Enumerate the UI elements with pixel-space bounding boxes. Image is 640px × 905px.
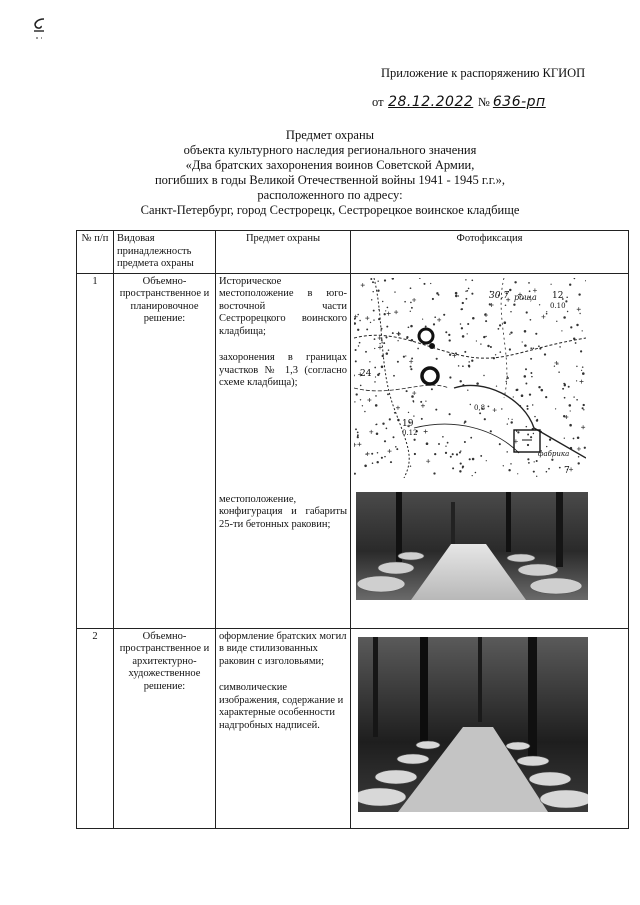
header-num: № п/п (77, 231, 114, 274)
handwritten-date: 28.12.2022 (388, 94, 474, 110)
map-label: 24 (360, 368, 372, 379)
heading-line-3: «Два братских захоронения воинов Советской Армии, (185, 158, 475, 172)
protection-subject-table (76, 230, 629, 829)
cemetery-map-image (354, 278, 586, 478)
table-header-row (77, 231, 629, 274)
row-1-type: Объемно-пространственное и планировочное решение: (114, 273, 216, 628)
map-label: 0.12 (402, 428, 418, 437)
handwritten-corner-mark (30, 16, 48, 42)
row-1-photos (351, 273, 629, 628)
annex-label: Приложение к распоряжению КГИОП (381, 66, 586, 80)
number-prefix: № (477, 95, 490, 109)
row-1-item-3: местоположение, конфигурация и габариты 25-ти бетонных раковин; (219, 493, 347, 530)
row-2-item-2: символические изображения, содержание и характерные особенности надгробных надписей. (219, 682, 344, 731)
row-1-subject (216, 273, 351, 628)
order-reference (372, 94, 585, 110)
header-subject: Предмет охраны (216, 231, 351, 274)
row-1-item-1: Историческое местоположение в юго-восточной части Сестрорецкого воинского кладбища; (219, 275, 347, 337)
map-label: 30,7 (489, 290, 510, 301)
heading-line-1: Предмет охраны (285, 128, 375, 142)
header-type: Видовая принадлежность предмета охраны (114, 231, 216, 274)
heading-line-4: погибших в годы Великой Отечественной войны 1941 - 1945 г.г.», (154, 173, 505, 187)
graves-photo-2 (358, 637, 588, 812)
heading-line-6: Санкт-Петербург, город Сестрорецк, Сестрорецкое воинское кладбище (140, 203, 520, 217)
row-2-num: 2 (77, 628, 114, 828)
map-label: роща (514, 292, 537, 302)
row-2-item-1: оформление братских могил в виде стилизованных раковин с изголовьями; (219, 630, 347, 667)
graves-photo-1 (356, 492, 588, 600)
table-row (77, 273, 629, 628)
map-label: 19 (402, 418, 414, 429)
map-label: фабрика (538, 449, 570, 458)
row-2-photos (351, 628, 629, 828)
map-label: 0.10 (550, 301, 566, 310)
map-label: 0,8 (474, 403, 486, 412)
row-2-type: Объемно-пространственное и архитектурно-художественное решение: (114, 628, 216, 828)
date-prefix: от (372, 95, 384, 109)
document-heading (90, 128, 570, 218)
table-row (77, 628, 629, 828)
header-photo: Фотофиксация (351, 231, 629, 274)
map-label: 12 (552, 290, 564, 301)
row-1-num: 1 (77, 273, 114, 628)
map-label: 7 (564, 465, 570, 476)
row-2-subject (216, 628, 351, 828)
heading-line-5: расположенного по адресу: (257, 188, 403, 202)
heading-line-2: объекта культурного наследия регионального значения (183, 143, 477, 157)
handwritten-number: 636-рп (492, 94, 546, 110)
row-1-item-2: захоронения в границах участков № 1,3 (согласно схеме кладбища); (219, 352, 347, 388)
